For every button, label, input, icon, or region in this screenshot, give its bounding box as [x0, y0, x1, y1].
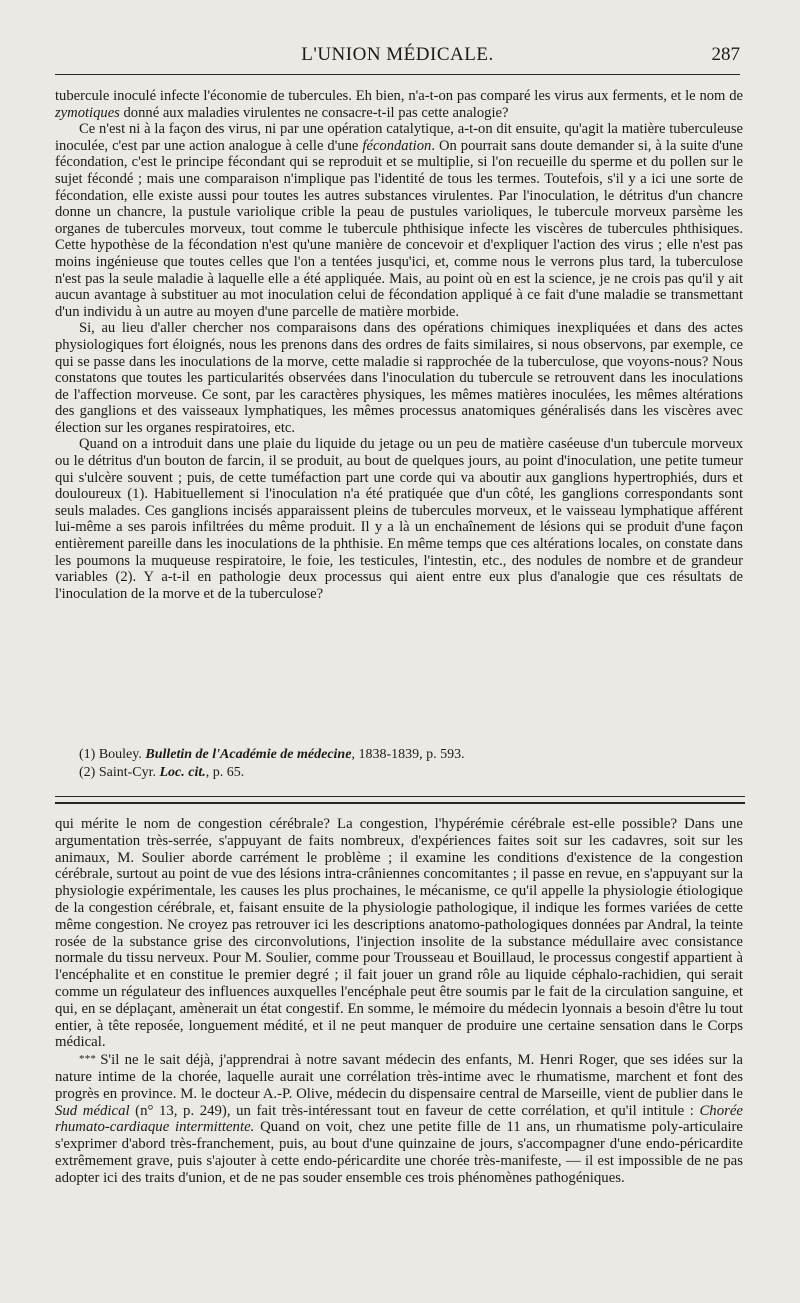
text-run: tubercule inoculé infecte l'économie de tubercules. Eh bien, n'a-t-on pas comparé les virus aux ferments, et le nom de — [55, 88, 743, 104]
paragraph — [55, 88, 743, 121]
page-number: 287 — [711, 44, 740, 65]
text-run: donné aux maladies virulentes ne consacre-t-il pas cette analogie? — [119, 104, 509, 121]
text-run: zymotiques — [55, 104, 120, 121]
upper-article-text — [55, 88, 743, 602]
lower-article-text — [55, 816, 743, 1187]
text-run: (2) Saint-Cyr. — [79, 765, 160, 780]
section-divider — [55, 796, 745, 804]
footnote — [55, 746, 743, 764]
text-run: fécondation — [362, 137, 432, 154]
text-run: Chorée rhumato-cardiaque intermittente. — [55, 1102, 743, 1136]
paragraph — [55, 1051, 743, 1186]
footnotes — [55, 746, 743, 782]
text-run: (1) Bouley. — [79, 747, 146, 762]
paragraph — [55, 121, 743, 320]
journal-title: L'UNION MÉDICALE. — [301, 44, 494, 65]
text-run: (n° 13, p. 249), un fait très-intéressant tout en faveur de cette corrélation, et qu'il intitule : — [129, 1102, 700, 1119]
text-run: Sud médical — [55, 1102, 130, 1119]
paragraph — [55, 320, 743, 436]
text-run: , 1838-1839, p. 593. — [351, 747, 465, 762]
asterism: * * * — [79, 1053, 95, 1066]
text-run: Ce n'est ni à la façon des virus, ni par une opération catalytique, a-t-on dit ensuite, qu'agit la matière tuberculeuse inoculée, c'est par une action analogue à celle d'une — [55, 121, 743, 154]
text-run: Loc. cit. — [159, 765, 206, 780]
text-run: . On pourrait sans doute demander si, à la suite d'une fécondation, c'est le principe fécondant qui se reproduit et se multiplie, si l'on recueille du sperme et du pollen sur le sujet fécondé ; mais une comparaison n'implique pas l'identité de tous les termes. Toutefois, s'il y a ici une sorte de fécondation, elle existe aussi pour toutes les autres substances virulentes. Par l'inoculation, le détritus d'un chancre donne un chancre, la pustule variolique crible la peau de pustules varioliques, le tubercule morveux parsème les organes de tubercules morveux, tout comme le tubercule phthisique infecte les viscères de tubercules phthisiques. Cette hypothèse de la fécondation n'est qu'une manière de concevoir et d'expliquer l'action des virus ; elle n'est pas moins ingénieuse que toutes celles que l'on a tentées jusqu'ici, et, comme nous le verrons plus tard, la tuberculose n'est pas la seule maladie à laquelle elle a été appliquée. Mais, au point où en est la science, je ne crois pas qu'il y ait aucun avantage à substituer au mot inoculation celui de fécondation appliqué à ce fait d'une maladie se transmettant d'un individu à un autre au moyen d'une parcelle de matière morbide. — [55, 137, 743, 320]
text-run: Si, au lieu d'aller chercher nos comparaisons dans des opérations chimiques inexpliquées et dans des actes physiologiques fort éloignés, nous les prenons dans des ordres de faits similaires, si nous observons, par exemple, ce qui se passe dans les inoculations de la morve, cette maladie si rapprochée de la tuberculose, que voyons-nous? Nous constatons que toutes les particularités observées dans l'inoculation du tubercule se retrouvent dans les inoculations de l'affection morveuse. Ce sont, par les caractères physiques, les mêmes matières inoculées, les mêmes altérations des ganglions et des vaisseaux lymphatiques, les mêmes processus anatomiques généralisés dans les viscères avec élection sur les organes respiratoires, etc. — [55, 320, 743, 436]
text-run: Bulletin de l'Académie de médecine — [145, 747, 352, 762]
text-run: , p. 65. — [205, 765, 245, 780]
paragraph — [55, 816, 743, 1051]
text-run: qui mérite le nom de congestion cérébrale? La congestion, l'hypérémie cérébrale est-elle possible? Dans une argumentation très-serrée, s'appuyant de faits nombreux, d'expériences faites soit sur les cadavres, soit sur les animaux, M. Soulier aborde carrément le problème ; il examine les conditions d'existence de la congestion cérébrale, surtout au point de vue des lésions intra-crâniennes concomitantes ; il passe en revue, en s'appuyant sur la physiologie expérimentale, les causes les plus prochaines, le mécanisme, ce qu'il appelle la physiologie étiologique de la congestion cérébrale, et, faisant ensuite de la physiologie pathologique, il indique les formes variées de cette même congestion. Ne croyez pas retrouver ici les descriptions anatomo-pathologiques données par Andral, la teinte rosée de la substance grise des circonvolutions, l'injection insolite de la substance médullaire avec consistance normale du tissu nerveux. Pour M. Soulier, comme pour Trousseau et Bouillaud, le processus congestif appartient à l'encéphalite et en constitue le premier degré ; il fait jouer un grand rôle au liquide céphalo-rachidien, qui serait comme un régulateur des influences auxquelles l'encéphale peut être soumis par le fait de la circulation sanguine, et qui, en se déplaçant, amènerait un état congestif. En somme, le mémoire du médecin lyonnais a besoin d'être lu tout entier, à tête reposée, longuement médité, et il ne peut manquer de produire une certaine sensation dans le Corps médical. — [55, 816, 743, 1051]
footnote — [55, 764, 743, 782]
text-run: Quand on a introduit dans une plaie du liquide du jetage ou un peu de matière caséeuse d'un tubercule morveux ou le détritus d'un bouton de farcin, il se produit, au bout de quelques jours, au point d'inoculation, une petite tumeur qui s'ulcère souvent ; puis, de cette tuméfaction part une corde qui va aboutir aux ganglions hypertrophiés, durs et douloureux (1). Habituellement si l'inoculation n'a été pratiquée que d'un côté, les ganglions correspondants sont seuls malades. Ces ganglions incisés apparaissent pleins de tubercules morveux, et le vaisseau lymphatique afférent lui-même a ses parois infiltrées du même produit. Il y a là un enchaînement de lésions qui se produit d'une façon entièrement pareille dans les inoculations de la phthisie. En même temps que ces altérations locales, on constate dans les poumons la muqueuse respiratoire, le foie, les testicules, l'intestin, etc., des nodules de nombre et de grandeur variables (2). Y a-t-il en pathologie deux processus qui aient entre eux plus d'analogie que ces résultats de l'inoculation de la morve et de la tuberculose? — [55, 436, 743, 602]
header-rule — [55, 74, 740, 75]
text-run: S'il ne le sait déjà, j'apprendrai à notre savant médecin des enfants, M. Henri Roger, que ses idées sur la nature intime de la chorée, laquelle aurait une corrélation très-intime avec le rhumatisme, marchent et font des progrès en province. M. le docteur A.-P. Olive, médecin du dispensaire central de Marseille, vient de publier dans le — [55, 1052, 743, 1102]
text-run: Quand on voit, chez une petite fille de 11 ans, un rhumatisme poly-articulaire s'exprimer d'abord très-franchement, puis, au bout d'une quinzaine de jours, s'accompagner d'une endo-péricardite extrêmement grave, puis s'ajouter à cette endo-péricardite une chorée très-manifeste, — il est impossible de ne pas adopter ici des traits d'union, et de ne pas souder ensemble ces trois phénomènes pathogéniques. — [55, 1119, 743, 1186]
running-header — [55, 40, 740, 72]
paragraph — [55, 436, 743, 602]
